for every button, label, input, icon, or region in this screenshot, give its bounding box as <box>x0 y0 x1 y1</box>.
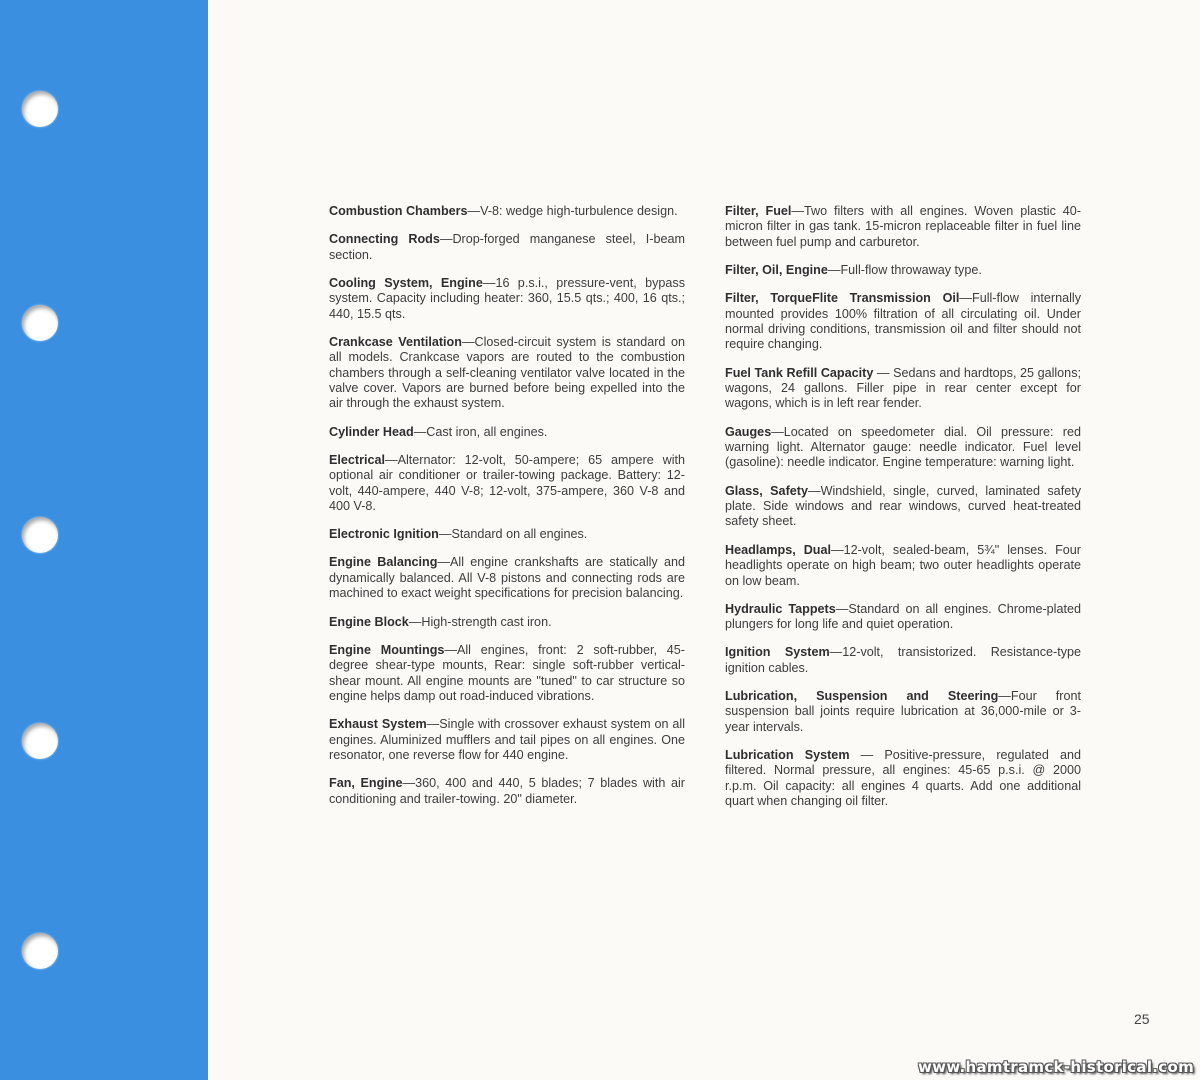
spec-entry <box>725 366 1081 412</box>
spec-term: Glass, Safety <box>725 483 808 498</box>
spec-entry <box>329 425 685 440</box>
spec-description: —360, 400 and 440, 5 blades; 7 blades with air conditioning and trailer-towing. 20" diameter. <box>329 776 685 806</box>
spec-description: —V-8: wedge high-turbulence design. <box>467 204 678 218</box>
watermark: www.hamtramck-historical.com <box>918 1058 1194 1076</box>
spec-entry <box>329 335 685 412</box>
spec-description: —Full-flow throwaway type. <box>827 263 982 278</box>
spec-entry <box>725 425 1081 471</box>
binder-sidebar <box>0 0 208 1080</box>
spec-term: Headlamps, Dual <box>725 542 831 557</box>
spec-term: Fuel Tank Refill Capacity <box>725 365 874 380</box>
spec-term: Gauges <box>725 424 772 439</box>
spec-entry <box>329 232 685 263</box>
spec-description: —Single with crossover exhaust system on all engines. Aluminized mufflers and tail pipes on all engines. One resonator, one reverse flow for 440 engine. <box>329 717 685 762</box>
spec-term: Filter, Fuel <box>725 204 792 218</box>
binder-hole-4 <box>22 723 58 759</box>
spec-term: Electrical <box>329 452 386 467</box>
spec-term: Engine Block <box>329 614 409 629</box>
spec-description: —12-volt, transistorized. Resistance-type ignition cables. <box>725 645 1082 675</box>
spec-term: Engine Balancing <box>329 555 438 570</box>
spec-description: —Windshield, single, curved, laminated safety plate. Side windows and rear windows, curved heat-treated safety sheet. <box>725 483 1081 529</box>
spec-description: —Full-flow internally mounted provides 100% filtration of all circulating oil. Under normal driving conditions, transmission oil and filter should not require changing. <box>725 291 1082 352</box>
spec-column-left <box>329 204 685 820</box>
spec-description: —Two filters with all engines. Woven plastic 40-micron filter in gas tank. 15-micron replaceable filter in fuel line between fuel pump and carburetor. <box>725 204 1081 249</box>
spec-entry <box>725 689 1081 735</box>
spec-term: Combustion Chambers <box>329 204 468 218</box>
spec-term: Engine Mountings <box>329 642 445 657</box>
spec-entry <box>725 748 1081 810</box>
page-number: 25 <box>1134 1011 1150 1027</box>
spec-description: —All engines, front: 2 soft-rubber, 45-degree shear-type mounts, Rear: single soft-rubber vertical-shear mount. All engine mounts are "tuned" to car structure so engine helps damp out road-induced vibrations. <box>329 642 685 703</box>
spec-term: Crankcase Ventilation <box>329 334 462 349</box>
spec-description: —Cast iron, all engines. <box>413 424 548 439</box>
spec-entry <box>725 291 1081 353</box>
spec-description: —Standard on all engines. Chrome-plated plungers for long life and quiet operation. <box>725 601 1081 632</box>
spec-entry <box>725 543 1081 589</box>
spec-entry <box>329 527 685 542</box>
spec-description: —High-strength cast iron. <box>408 614 552 629</box>
binder-hole-1 <box>22 91 58 127</box>
spec-entry <box>725 645 1081 676</box>
spec-description: —Alternator: 12-volt, 50-ampere; 65 ampere with optional air conditioner or trailer-towing package. Battery: 12-volt, 440-ampere, 440 V-8; 12-volt, 375-ampere, 360 V-8 and 400 V-8. <box>329 452 685 514</box>
spec-entry <box>329 453 685 515</box>
spec-entry <box>329 776 685 807</box>
spec-entry <box>329 555 685 601</box>
spec-entry <box>329 615 685 630</box>
binder-hole-2 <box>22 305 58 341</box>
spec-column-right <box>725 204 1081 822</box>
spec-description: —Standard on all engines. <box>438 527 588 542</box>
spec-entry <box>329 204 685 219</box>
spec-description: — Positive-pressure, regulated and filtered. Normal pressure, all engines: 45-65 p.s.i. @ 2000 r.p.m. Oil capacity: all engines 4 quarts. Add one additional quart when changing oil filter. <box>725 747 1081 809</box>
spec-term: Cylinder Head <box>329 424 414 439</box>
spec-entry <box>329 276 685 322</box>
spec-entry <box>725 484 1081 530</box>
spec-description: —All engine crankshafts are statically and dynamically balanced. All V-8 pistons and connecting rods are machined to exact weight specifications for precision balancing. <box>329 555 685 601</box>
spec-description: —12-volt, sealed-beam, 5¾" lenses. Four headlights operate on high beam; two outer headlights operate on low beam. <box>725 542 1081 588</box>
spec-term: Lubrication System <box>725 747 850 762</box>
spec-term: Hydraulic Tappets <box>725 601 836 616</box>
spec-entry <box>329 643 685 705</box>
spec-entry <box>725 204 1081 250</box>
binder-hole-5 <box>22 933 58 969</box>
spec-term: Lubrication, Suspension and Steering <box>725 688 999 703</box>
spec-term: Filter, TorqueFlite Transmission Oil <box>725 291 960 306</box>
spec-term: Fan, Engine <box>329 776 403 791</box>
spec-entry <box>725 602 1081 633</box>
spec-term: Exhaust System <box>329 717 427 732</box>
spec-term: Ignition System <box>725 645 830 660</box>
spec-description: —Located on speedometer dial. Oil pressure: red warning light. Alternator gauge: needle indicator. Fuel level (gasoline): needle indicator. Engine temperature: warning light. <box>725 424 1081 470</box>
spec-description: —16 p.s.i., pressure-vent, bypass system. Capacity including heater: 360, 15.5 qts.; 400, 16 qts.; 440, 15.5 qts. <box>329 275 685 321</box>
spec-term: Electronic Ignition <box>329 527 439 542</box>
spec-description: —Drop-forged manganese steel, I-beam section. <box>329 232 686 262</box>
spec-description: —Closed-circuit system is standard on all models. Crankcase vapors are routed to the combustion chambers through a self-cleaning ventilator valve located in the valve cover. Vapors are burned before being expelled into the air through the exhaust system. <box>329 334 685 411</box>
spec-description: —Four front suspension ball joints require lubrication at 36,000-mile or 3-year intervals. <box>725 688 1082 734</box>
spec-entry <box>329 717 685 763</box>
spec-term: Filter, Oil, Engine <box>725 263 828 278</box>
spec-entry <box>725 263 1081 278</box>
spec-description: — Sedans and hardtops, 25 gallons; wagons, 24 gallons. Filler pipe in rear center except for wagons, which is in left rear fender. <box>725 365 1081 411</box>
binder-hole-3 <box>22 517 58 553</box>
spec-term: Cooling System, Engine <box>329 275 483 290</box>
spec-term: Connecting Rods <box>329 232 440 247</box>
